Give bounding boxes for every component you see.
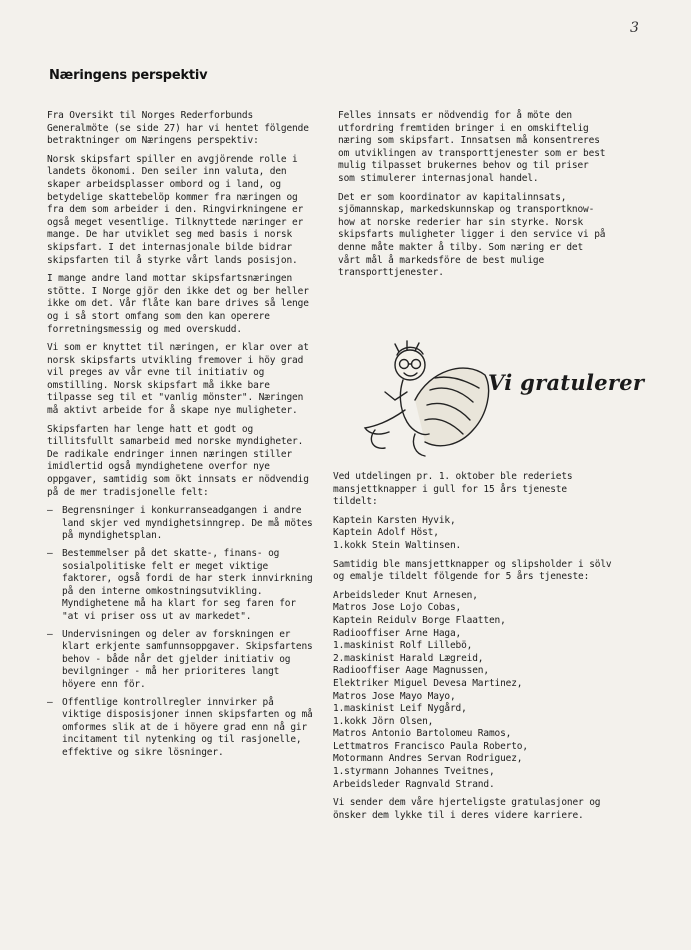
list-item [47, 548, 317, 624]
bullet-dash: – [47, 628, 53, 640]
paragraph: Felles innsats er nödvendig for å möte den utfordring fremtiden bringer i en omskiftelig næring som skipsfart. Innsatsen må konsentreres om utviklingen av transporttjenester som er best mulig tilpasset brukernes behov og til priser som stimulerer internasjonal handel. [338, 110, 606, 184]
list-item: 1.maskinist Rolf Lillebö, [333, 640, 473, 652]
list-item: Kaptein Adolf Höst, [333, 527, 439, 539]
list-item: Elektriker Miguel Devesa Martinez, [333, 677, 523, 689]
page-number: 3 [630, 20, 639, 36]
intro-text: Ved utdelingen pr. 1. oktober ble rederiets mansjettknapper i gull for 15 års tjeneste tildelt: [333, 471, 573, 508]
closing-text: Vi sender dem våre hjerteligste gratulasjoner og önsker dem lykke til i deres videre karriere. [333, 797, 601, 821]
list-item: 1.maskinist Leif Nygård, [333, 703, 467, 715]
list-item-text: Offentlige kontrollregler innvirker på viktige disposisjoner innen skipsfarten og må omformes slik at de i höyere grad enn nå gir incitament til nytenking og til rasjonelle, effektive og sikre lösninger. [62, 696, 313, 758]
list-item-text: Undervisningen og deler av forskningen er klart erkjente samfunnsoppgaver. Skipsfartens behov - både når det gjelder initiativ og bevilgninger - må her prioriteres langt höyere enn för. [62, 628, 313, 690]
gold-recipient-list [333, 515, 613, 553]
article-heading: Næringens perspektiv [49, 68, 208, 83]
list-item: Kaptein Reidulv Borge Flaatten, [333, 614, 506, 626]
right-column [338, 110, 610, 286]
paragraph: Fra Oversikt til Norges Rederforbunds Generalmöte (se side 27) har vi hentet fölgende betraktninger om Næringens perspektiv: [47, 110, 309, 147]
list-item: Arbeidsleder Ragnvald Strand. [333, 778, 495, 790]
list-item: 1.kokk Jörn Olsen, [333, 715, 434, 727]
paragraph: Skipsfarten har lenge hatt et godt og tillitsfullt samarbeid med norske myndigheter. De radikale endringer innen næringen stiller imidlertid også myndighetene overfor nye oppgaver, samtidig som ökt innsats er nödvendig på de mer tradisjonelle felt: [47, 423, 309, 498]
list-item: Radiooffiser Arne Haga, [333, 627, 462, 639]
paragraph: Vi som er knyttet til næringen, er klar over at norsk skipsfarts utvikling fremover i höy grad vil preges av vår evne til initiativ og omstilling. Norsk skipsfart må ikke bare tilpasse seg til et "vanlig mönster". Næringen må aktivt arbeide for å skape nye muligheter. [47, 342, 309, 417]
bullet-list [47, 505, 317, 759]
list-item [47, 697, 317, 760]
paragraph: Det er som koordinator av kapitalinnsats, sjömannskap, markedskunnskap og transportknow-how at norske rederier har sin styrke. Norsk skipsfarts muligheter ligger i den service vi på denne måte makter å tilby. Som næring er det vårt mål å markedsföre de best mulige transporttjenester. [338, 191, 606, 279]
list-item: Kaptein Karsten Hyvik, [333, 514, 456, 526]
left-column [47, 110, 317, 765]
silver-intro-text: Samtidig ble mansjettknapper og slipsholder i sölv og emalje tildelt fölgende for 5 års tjeneste: [333, 558, 612, 583]
gratulerer-title: Vi gratulerer [488, 370, 645, 395]
list-item: 1.kokk Stein Waltinsen. [333, 539, 462, 551]
paragraph: Norsk skipsfart spiller en avgjörende rolle i landets ökonomi. Den seiler inn valuta, den skaper arbeidsplasser ombord og i land, og betydelige skattebelöp kommer fra næringen og fra dem som arbeider i den. Ringvirkningene er også meget vesentlige. Tilknyttede næringer er mange. De har utviklet seg med basis i norsk skipsfart. I det internasjonale bilde bidrar skipsfarten til å styrke vårt lands posisjon. [47, 153, 304, 266]
list-item: Matros Jose Lojo Cobas, [333, 602, 462, 614]
list-item [47, 629, 317, 692]
bullet-dash: – [47, 696, 53, 708]
list-item: Matros Antonio Bartolomeu Ramos, [333, 728, 512, 740]
list-item: Lettmatros Francisco Paula Roberto, [333, 740, 528, 752]
cartoon-illustration [355, 330, 495, 465]
silver-recipient-list [333, 590, 613, 792]
list-item: Matros Jose Mayo Mayo, [333, 690, 456, 702]
list-item: Arbeidsleder Knut Arnesen, [333, 589, 478, 601]
bullet-dash: – [47, 505, 53, 517]
bullet-dash: – [47, 548, 53, 559]
list-item: Motormann Andres Servan Rodriguez, [333, 753, 523, 765]
list-item: 2.maskinist Harald Lægreid, [333, 652, 484, 664]
gratulerer-section [333, 471, 613, 828]
list-item-text: Begrensninger i konkurranseadgangen i andre land skjer ved myndighetsinngrep. De må mötes på myndighetsplan. [62, 505, 313, 542]
list-item [47, 505, 317, 543]
list-item: Radiooffiser Aage Magnussen, [333, 665, 489, 677]
list-item: 1.styrmann Johannes Tveitnes, [333, 766, 495, 778]
paragraph: I mange andre land mottar skipsfartsnæringen stötte. I Norge gjör den ikke det og ber heller ikke om det. Vår flåte kan bare drives så lenge og i så stort omfang som den kan operere forretningsmessig og med overskudd. [47, 273, 309, 335]
list-item-text: Bestemmelser på det skatte-, finans- og sosialpolitiske felt er meget viktige faktorer, også fordi de har sterk innvirkning på den interne omkostningsutvikling. Myndighetene må ha klart for seg faren for "at vi priser oss ut av markedet". [62, 548, 313, 622]
